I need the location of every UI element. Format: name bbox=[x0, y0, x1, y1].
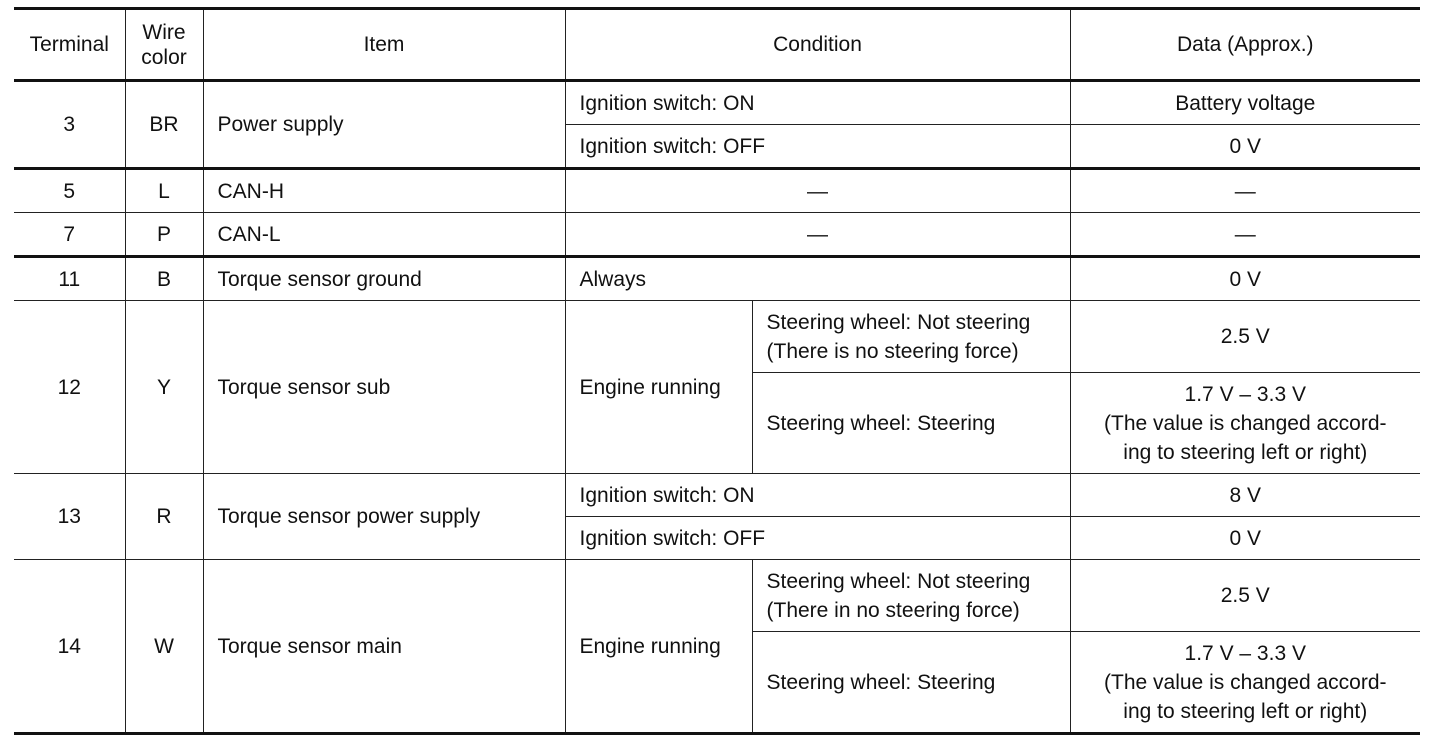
table-row bbox=[14, 169, 1420, 213]
condition-cell: — bbox=[565, 169, 1070, 213]
data-cell: — bbox=[1070, 169, 1420, 213]
data-line: (The value is changed accord- bbox=[1104, 670, 1387, 694]
terminal-cell: 13 bbox=[14, 474, 125, 560]
table-row bbox=[14, 301, 1420, 373]
item-cell: Torque sensor ground bbox=[203, 257, 565, 301]
wire-color-cell: L bbox=[125, 169, 203, 213]
data-line: ing to steering left or right) bbox=[1123, 699, 1368, 723]
data-line: 1.7 V – 3.3 V bbox=[1184, 382, 1306, 406]
header-data: Data (Approx.) bbox=[1070, 9, 1420, 81]
item-cell: Torque sensor sub bbox=[203, 301, 565, 474]
header-terminal: Terminal bbox=[14, 9, 125, 81]
condition-cell: Engine running bbox=[565, 560, 752, 734]
condition-cell: Engine running bbox=[565, 301, 752, 474]
terminal-cell: 7 bbox=[14, 213, 125, 257]
data-cell: 0 V bbox=[1070, 125, 1420, 169]
data-cell bbox=[1070, 632, 1420, 734]
condition-cell: — bbox=[565, 213, 1070, 257]
header-wire-color-line1: Wire bbox=[142, 20, 186, 44]
sub-condition-line: (There is no steering force) bbox=[766, 339, 1019, 363]
sub-condition-line: Steering wheel: Not steering bbox=[766, 310, 1031, 334]
condition-cell: Ignition switch: OFF bbox=[565, 517, 1070, 560]
wire-color-cell: B bbox=[125, 257, 203, 301]
terminal-cell: 3 bbox=[14, 81, 125, 169]
terminal-cell: 14 bbox=[14, 560, 125, 734]
condition-cell: Ignition switch: ON bbox=[565, 81, 1070, 125]
terminal-cell: 12 bbox=[14, 301, 125, 474]
table-row bbox=[14, 474, 1420, 517]
data-cell bbox=[1070, 373, 1420, 474]
data-cell: — bbox=[1070, 213, 1420, 257]
wire-color-cell: Y bbox=[125, 301, 203, 474]
sub-condition-line: (There in no steering force) bbox=[766, 598, 1020, 622]
data-line: (The value is changed accord- bbox=[1104, 411, 1387, 435]
wire-color-cell: R bbox=[125, 474, 203, 560]
header-condition: Condition bbox=[565, 9, 1070, 81]
data-line: 1.7 V – 3.3 V bbox=[1184, 641, 1306, 665]
table-row bbox=[14, 81, 1420, 125]
sub-condition-line: Steering wheel: Not steering bbox=[766, 569, 1031, 593]
header-item: Item bbox=[203, 9, 565, 81]
data-cell: 8 V bbox=[1070, 474, 1420, 517]
terminal-cell: 5 bbox=[14, 169, 125, 213]
data-cell: 2.5 V bbox=[1070, 560, 1420, 632]
condition-cell: Ignition switch: OFF bbox=[565, 125, 1070, 169]
header-wire-color-line2: color bbox=[141, 45, 187, 69]
header-wire-color bbox=[125, 9, 203, 81]
sub-condition-cell: Steering wheel: Steering bbox=[752, 632, 1070, 734]
data-line: ing to steering left or right) bbox=[1123, 440, 1368, 464]
data-cell: 2.5 V bbox=[1070, 301, 1420, 373]
data-cell: 0 V bbox=[1070, 257, 1420, 301]
condition-cell: Ignition switch: ON bbox=[565, 474, 1070, 517]
item-cell: Power supply bbox=[203, 81, 565, 169]
sub-condition-cell: Steering wheel: Steering bbox=[752, 373, 1070, 474]
header-row bbox=[14, 9, 1420, 81]
table-row bbox=[14, 257, 1420, 301]
data-cell: 0 V bbox=[1070, 517, 1420, 560]
item-cell: Torque sensor power supply bbox=[203, 474, 565, 560]
wire-color-cell: W bbox=[125, 560, 203, 734]
table-row bbox=[14, 560, 1420, 632]
table-row bbox=[14, 213, 1420, 257]
terminal-data-table bbox=[14, 7, 1420, 735]
terminal-cell: 11 bbox=[14, 257, 125, 301]
sub-condition-cell bbox=[752, 560, 1070, 632]
item-cell: Torque sensor main bbox=[203, 560, 565, 734]
item-cell: CAN-L bbox=[203, 213, 565, 257]
wire-color-cell: P bbox=[125, 213, 203, 257]
wire-color-cell: BR bbox=[125, 81, 203, 169]
condition-cell: Always bbox=[565, 257, 1070, 301]
data-cell: Battery voltage bbox=[1070, 81, 1420, 125]
item-cell: CAN-H bbox=[203, 169, 565, 213]
sub-condition-cell bbox=[752, 301, 1070, 373]
